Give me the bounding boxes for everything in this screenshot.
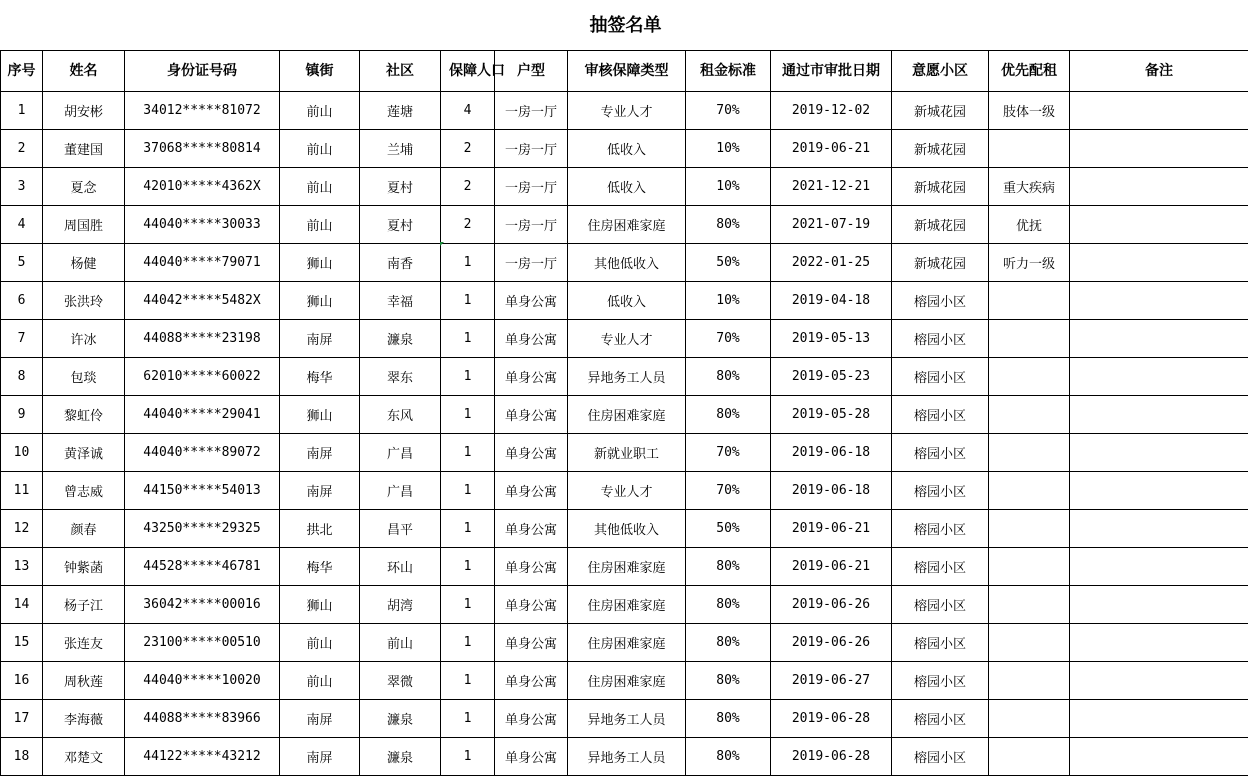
cell-preferred-estate[interactable]: 榕园小区 <box>892 320 989 358</box>
cell-town[interactable]: 梅华 <box>280 358 360 396</box>
cell-community[interactable]: 广昌 <box>360 434 441 472</box>
cell-preferred-estate[interactable]: 榕园小区 <box>892 282 989 320</box>
cell-id-number[interactable]: 44040*****79071 <box>125 244 280 282</box>
cell-town[interactable]: 狮山 <box>280 586 360 624</box>
cell-index[interactable]: 15 <box>1 624 43 662</box>
cell-id-number[interactable]: 36042*****00016 <box>125 586 280 624</box>
cell-id-number[interactable]: 44040*****29041 <box>125 396 280 434</box>
cell-remarks[interactable] <box>1070 586 1249 624</box>
cell-security-type[interactable]: 住房困难家庭 <box>568 586 686 624</box>
cell-community[interactable]: 翠微 <box>360 662 441 700</box>
cell-remarks[interactable] <box>1070 396 1249 434</box>
cell-community[interactable]: 兰埔 <box>360 130 441 168</box>
lottery-list-table <box>0 50 1249 776</box>
cell-preferred-estate[interactable]: 新城花园 <box>892 92 989 130</box>
cell-name[interactable]: 曾志威 <box>43 472 125 510</box>
cell-security-type[interactable]: 住房困难家庭 <box>568 548 686 586</box>
cell-comment-indicator <box>440 242 444 246</box>
table-row <box>1 92 1249 130</box>
cell-name[interactable]: 张连友 <box>43 624 125 662</box>
cell-unit-type[interactable]: 单身公寓 <box>495 586 568 624</box>
cell-remarks[interactable] <box>1070 548 1249 586</box>
cell-town[interactable]: 南屏 <box>280 700 360 738</box>
cell-community[interactable]: 夏村 <box>360 168 441 206</box>
cell-household-size[interactable]: 1 <box>441 320 495 358</box>
cell-priority[interactable] <box>989 472 1070 510</box>
cell-id-number[interactable]: 42010*****4362X <box>125 168 280 206</box>
cell-priority[interactable] <box>989 700 1070 738</box>
cell-security-type[interactable]: 异地务工人员 <box>568 358 686 396</box>
cell-security-type[interactable]: 异地务工人员 <box>568 700 686 738</box>
cell-rent-rate[interactable]: 80% <box>686 358 771 396</box>
cell-community[interactable]: 翠东 <box>360 358 441 396</box>
cell-preferred-estate[interactable]: 榕园小区 <box>892 738 989 776</box>
cell-unit-type[interactable]: 一房一厅 <box>495 130 568 168</box>
cell-preferred-estate[interactable]: 榕园小区 <box>892 624 989 662</box>
cell-household-size[interactable]: 1 <box>441 244 495 282</box>
cell-index[interactable]: 14 <box>1 586 43 624</box>
cell-name[interactable]: 董建国 <box>43 130 125 168</box>
cell-security-type[interactable]: 异地务工人员 <box>568 738 686 776</box>
cell-name[interactable]: 李海薇 <box>43 700 125 738</box>
cell-remarks[interactable] <box>1070 434 1249 472</box>
cell-priority[interactable] <box>989 662 1070 700</box>
cell-name[interactable]: 夏念 <box>43 168 125 206</box>
col-header-index[interactable]: 序号 <box>1 51 43 92</box>
cell-priority[interactable] <box>989 548 1070 586</box>
cell-town[interactable]: 狮山 <box>280 244 360 282</box>
cell-rent-rate[interactable]: 80% <box>686 586 771 624</box>
cell-unit-type[interactable]: 单身公寓 <box>495 472 568 510</box>
cell-approval-date[interactable]: 2022-01-25 <box>771 244 892 282</box>
cell-approval-date[interactable]: 2019-06-28 <box>771 700 892 738</box>
cell-remarks[interactable] <box>1070 358 1249 396</box>
cell-community[interactable]: 濂泉 <box>360 320 441 358</box>
cell-rent-rate[interactable]: 80% <box>686 738 771 776</box>
cell-id-number[interactable]: 44040*****89072 <box>125 434 280 472</box>
cell-name[interactable]: 杨子江 <box>43 586 125 624</box>
cell-approval-date[interactable]: 2019-06-18 <box>771 434 892 472</box>
cell-household-size[interactable]: 1 <box>441 586 495 624</box>
col-header-unit-type[interactable]: 户型 <box>495 51 568 92</box>
table-row <box>1 244 1249 282</box>
cell-community[interactable]: 濂泉 <box>360 738 441 776</box>
cell-household-size[interactable]: 1 <box>441 624 495 662</box>
col-header-preferred-estate[interactable]: 意愿小区 <box>892 51 989 92</box>
cell-rent-rate[interactable]: 10% <box>686 130 771 168</box>
cell-unit-type[interactable]: 单身公寓 <box>495 662 568 700</box>
cell-household-size[interactable]: 1 <box>441 472 495 510</box>
cell-town[interactable]: 狮山 <box>280 396 360 434</box>
cell-household-size[interactable]: 1 <box>441 396 495 434</box>
cell-priority[interactable] <box>989 130 1070 168</box>
cell-id-number[interactable]: 44088*****83966 <box>125 700 280 738</box>
cell-security-type[interactable]: 低收入 <box>568 130 686 168</box>
cell-rent-rate[interactable]: 80% <box>686 396 771 434</box>
cell-index[interactable]: 8 <box>1 358 43 396</box>
table-row <box>1 738 1249 776</box>
cell-unit-type[interactable]: 单身公寓 <box>495 320 568 358</box>
cell-priority[interactable] <box>989 738 1070 776</box>
cell-index[interactable]: 5 <box>1 244 43 282</box>
cell-preferred-estate[interactable]: 榕园小区 <box>892 358 989 396</box>
cell-unit-type[interactable]: 单身公寓 <box>495 738 568 776</box>
cell-remarks[interactable] <box>1070 738 1249 776</box>
cell-security-type[interactable]: 低收入 <box>568 168 686 206</box>
cell-rent-rate[interactable]: 70% <box>686 472 771 510</box>
cell-community[interactable]: 昌平 <box>360 510 441 548</box>
cell-unit-type[interactable]: 单身公寓 <box>495 396 568 434</box>
cell-name[interactable]: 张洪玲 <box>43 282 125 320</box>
cell-town[interactable]: 南屏 <box>280 320 360 358</box>
cell-security-type[interactable]: 专业人才 <box>568 320 686 358</box>
cell-index[interactable]: 16 <box>1 662 43 700</box>
cell-community[interactable]: 幸福 <box>360 282 441 320</box>
cell-rent-rate[interactable]: 50% <box>686 510 771 548</box>
cell-approval-date[interactable]: 2019-06-28 <box>771 738 892 776</box>
cell-community[interactable]: 南香 <box>360 244 441 282</box>
cell-rent-rate[interactable]: 80% <box>686 662 771 700</box>
cell-town[interactable]: 前山 <box>280 92 360 130</box>
cell-preferred-estate[interactable]: 榕园小区 <box>892 396 989 434</box>
table-row <box>1 396 1249 434</box>
cell-remarks[interactable] <box>1070 92 1249 130</box>
cell-id-number[interactable]: 44528*****46781 <box>125 548 280 586</box>
cell-unit-type[interactable]: 一房一厅 <box>495 206 568 244</box>
cell-name[interactable]: 邓楚文 <box>43 738 125 776</box>
cell-index[interactable]: 13 <box>1 548 43 586</box>
cell-name[interactable]: 包琰 <box>43 358 125 396</box>
header-row <box>1 51 1249 92</box>
cell-preferred-estate[interactable]: 榕园小区 <box>892 510 989 548</box>
cell-index[interactable]: 7 <box>1 320 43 358</box>
cell-community[interactable]: 胡湾 <box>360 586 441 624</box>
cell-preferred-estate[interactable]: 榕园小区 <box>892 472 989 510</box>
cell-priority[interactable]: 肢体一级 <box>989 92 1070 130</box>
cell-priority[interactable] <box>989 434 1070 472</box>
cell-id-number[interactable]: 44040*****30033 <box>125 206 280 244</box>
cell-approval-date[interactable]: 2019-06-21 <box>771 130 892 168</box>
cell-approval-date[interactable]: 2019-12-02 <box>771 92 892 130</box>
cell-unit-type[interactable]: 单身公寓 <box>495 548 568 586</box>
cell-household-size[interactable]: 2 <box>441 130 495 168</box>
cell-index[interactable]: 9 <box>1 396 43 434</box>
cell-unit-type[interactable]: 一房一厅 <box>495 92 568 130</box>
table-row <box>1 662 1249 700</box>
col-header-priority[interactable]: 优先配租 <box>989 51 1070 92</box>
cell-id-number[interactable]: 44122*****43212 <box>125 738 280 776</box>
cell-remarks[interactable] <box>1070 472 1249 510</box>
cell-rent-rate[interactable]: 80% <box>686 206 771 244</box>
cell-name[interactable]: 黎虹伶 <box>43 396 125 434</box>
table-row <box>1 282 1249 320</box>
cell-rent-rate[interactable]: 80% <box>686 548 771 586</box>
cell-rent-rate[interactable]: 70% <box>686 92 771 130</box>
cell-index[interactable]: 11 <box>1 472 43 510</box>
cell-preferred-estate[interactable]: 新城花园 <box>892 206 989 244</box>
cell-id-number[interactable]: 37068*****80814 <box>125 130 280 168</box>
table-row <box>1 130 1249 168</box>
cell-town[interactable]: 前山 <box>280 206 360 244</box>
table-row <box>1 206 1249 244</box>
cell-approval-date[interactable]: 2019-05-23 <box>771 358 892 396</box>
cell-community[interactable]: 夏村 <box>360 206 441 244</box>
cell-approval-date[interactable]: 2019-05-28 <box>771 396 892 434</box>
cell-name[interactable]: 钟紫菡 <box>43 548 125 586</box>
cell-remarks[interactable] <box>1070 320 1249 358</box>
cell-household-size[interactable]: 1 <box>441 282 495 320</box>
col-header-security-type[interactable]: 审核保障类型 <box>568 51 686 92</box>
cell-remarks[interactable] <box>1070 206 1249 244</box>
cell-remarks[interactable] <box>1070 244 1249 282</box>
cell-name[interactable]: 许冰 <box>43 320 125 358</box>
col-header-remarks[interactable]: 备注 <box>1070 51 1249 92</box>
cell-priority[interactable]: 优抚 <box>989 206 1070 244</box>
table-row <box>1 586 1249 624</box>
cell-name[interactable]: 黄泽诚 <box>43 434 125 472</box>
cell-preferred-estate[interactable]: 新城花园 <box>892 168 989 206</box>
cell-approval-date[interactable]: 2019-06-21 <box>771 510 892 548</box>
cell-approval-date[interactable]: 2019-06-21 <box>771 548 892 586</box>
cell-priority[interactable] <box>989 624 1070 662</box>
cell-household-size[interactable]: 1 <box>441 548 495 586</box>
cell-preferred-estate[interactable]: 榕园小区 <box>892 662 989 700</box>
cell-index[interactable]: 2 <box>1 130 43 168</box>
cell-household-size[interactable]: 1 <box>441 510 495 548</box>
cell-approval-date[interactable]: 2019-06-27 <box>771 662 892 700</box>
cell-priority[interactable]: 听力一级 <box>989 244 1070 282</box>
cell-household-size[interactable]: 4 <box>441 92 495 130</box>
cell-rent-rate[interactable]: 10% <box>686 168 771 206</box>
cell-index[interactable]: 10 <box>1 434 43 472</box>
cell-household-size[interactable]: 1 <box>441 700 495 738</box>
cell-town[interactable]: 前山 <box>280 624 360 662</box>
cell-name[interactable]: 杨健 <box>43 244 125 282</box>
cell-rent-rate[interactable]: 80% <box>686 700 771 738</box>
cell-community[interactable]: 东风 <box>360 396 441 434</box>
cell-unit-type[interactable]: 单身公寓 <box>495 510 568 548</box>
cell-name[interactable]: 周国胜 <box>43 206 125 244</box>
cell-index[interactable]: 4 <box>1 206 43 244</box>
cell-priority[interactable] <box>989 282 1070 320</box>
cell-name[interactable]: 胡安彬 <box>43 92 125 130</box>
cell-town[interactable]: 前山 <box>280 130 360 168</box>
col-header-household-size[interactable]: 保障人口 <box>441 51 495 92</box>
cell-remarks[interactable] <box>1070 168 1249 206</box>
cell-household-size[interactable]: 1 <box>441 662 495 700</box>
col-header-approval-date[interactable]: 通过市审批日期 <box>771 51 892 92</box>
cell-rent-rate[interactable]: 10% <box>686 282 771 320</box>
cell-town[interactable]: 梅华 <box>280 548 360 586</box>
table-row <box>1 434 1249 472</box>
cell-security-type[interactable]: 其他低收入 <box>568 510 686 548</box>
cell-approval-date[interactable]: 2021-07-19 <box>771 206 892 244</box>
table-body <box>1 92 1249 776</box>
cell-security-type[interactable]: 专业人才 <box>568 92 686 130</box>
table-row <box>1 700 1249 738</box>
cell-preferred-estate[interactable]: 新城花园 <box>892 130 989 168</box>
cell-community[interactable]: 广昌 <box>360 472 441 510</box>
cell-security-type[interactable]: 低收入 <box>568 282 686 320</box>
cell-id-number[interactable]: 23100*****00510 <box>125 624 280 662</box>
cell-priority[interactable]: 重大疾病 <box>989 168 1070 206</box>
cell-preferred-estate[interactable]: 榕园小区 <box>892 434 989 472</box>
cell-household-size[interactable]: 1 <box>441 434 495 472</box>
cell-index[interactable]: 18 <box>1 738 43 776</box>
cell-approval-date[interactable]: 2019-04-18 <box>771 282 892 320</box>
cell-priority[interactable] <box>989 358 1070 396</box>
col-header-rent-rate[interactable]: 租金标准 <box>686 51 771 92</box>
table-row <box>1 548 1249 586</box>
cell-remarks[interactable] <box>1070 130 1249 168</box>
cell-unit-type[interactable]: 一房一厅 <box>495 244 568 282</box>
cell-town[interactable]: 南屏 <box>280 738 360 776</box>
table-row <box>1 320 1249 358</box>
cell-approval-date[interactable]: 2019-06-18 <box>771 472 892 510</box>
cell-name[interactable]: 颜春 <box>43 510 125 548</box>
cell-security-type[interactable]: 住房困难家庭 <box>568 624 686 662</box>
cell-preferred-estate[interactable]: 新城花园 <box>892 244 989 282</box>
cell-household-size[interactable]: 2 <box>441 206 495 244</box>
cell-preferred-estate[interactable]: 榕园小区 <box>892 548 989 586</box>
cell-unit-type[interactable]: 单身公寓 <box>495 358 568 396</box>
cell-rent-rate[interactable]: 80% <box>686 624 771 662</box>
cell-security-type[interactable]: 其他低收入 <box>568 244 686 282</box>
cell-remarks[interactable] <box>1070 282 1249 320</box>
table-row <box>1 168 1249 206</box>
cell-index[interactable]: 3 <box>1 168 43 206</box>
col-header-community[interactable]: 社区 <box>360 51 441 92</box>
cell-id-number[interactable]: 44150*****54013 <box>125 472 280 510</box>
cell-rent-rate[interactable]: 70% <box>686 320 771 358</box>
cell-approval-date[interactable]: 2019-06-26 <box>771 586 892 624</box>
cell-id-number[interactable]: 62010*****60022 <box>125 358 280 396</box>
cell-remarks[interactable] <box>1070 662 1249 700</box>
cell-preferred-estate[interactable]: 榕园小区 <box>892 700 989 738</box>
cell-security-type[interactable]: 专业人才 <box>568 472 686 510</box>
cell-priority[interactable] <box>989 320 1070 358</box>
sheet-title: 抽签名单 <box>589 15 662 36</box>
table-row <box>1 472 1249 510</box>
table-row <box>1 624 1249 662</box>
cell-preferred-estate[interactable]: 榕园小区 <box>892 586 989 624</box>
cell-town[interactable]: 南屏 <box>280 434 360 472</box>
cell-community[interactable]: 莲塘 <box>360 92 441 130</box>
table-row <box>1 358 1249 396</box>
cell-town[interactable]: 前山 <box>280 168 360 206</box>
cell-community[interactable]: 环山 <box>360 548 441 586</box>
cell-id-number[interactable]: 43250*****29325 <box>125 510 280 548</box>
cell-remarks[interactable] <box>1070 700 1249 738</box>
cell-approval-date[interactable]: 2019-05-13 <box>771 320 892 358</box>
cell-rent-rate[interactable]: 70% <box>686 434 771 472</box>
cell-community[interactable]: 濂泉 <box>360 700 441 738</box>
cell-index[interactable]: 17 <box>1 700 43 738</box>
cell-id-number[interactable]: 44040*****10020 <box>125 662 280 700</box>
cell-priority[interactable] <box>989 510 1070 548</box>
cell-household-size[interactable]: 1 <box>441 738 495 776</box>
cell-unit-type[interactable]: 一房一厅 <box>495 168 568 206</box>
cell-index[interactable]: 6 <box>1 282 43 320</box>
cell-unit-type[interactable]: 单身公寓 <box>495 624 568 662</box>
cell-household-size[interactable]: 2 <box>441 168 495 206</box>
col-header-town[interactable]: 镇街 <box>280 51 360 92</box>
cell-id-number[interactable]: 34012*****81072 <box>125 92 280 130</box>
cell-town[interactable]: 拱北 <box>280 510 360 548</box>
cell-unit-type[interactable]: 单身公寓 <box>495 434 568 472</box>
cell-index[interactable]: 1 <box>1 92 43 130</box>
col-header-id-number[interactable]: 身份证号码 <box>125 51 280 92</box>
cell-town[interactable]: 南屏 <box>280 472 360 510</box>
cell-priority[interactable] <box>989 586 1070 624</box>
cell-security-type[interactable]: 新就业职工 <box>568 434 686 472</box>
cell-security-type[interactable]: 住房困难家庭 <box>568 662 686 700</box>
cell-town[interactable]: 狮山 <box>280 282 360 320</box>
cell-name[interactable]: 周秋莲 <box>43 662 125 700</box>
cell-security-type[interactable]: 住房困难家庭 <box>568 396 686 434</box>
cell-approval-date[interactable]: 2019-06-26 <box>771 624 892 662</box>
cell-remarks[interactable] <box>1070 510 1249 548</box>
table-row <box>1 510 1249 548</box>
cell-security-type[interactable]: 住房困难家庭 <box>568 206 686 244</box>
cell-id-number[interactable]: 44088*****23198 <box>125 320 280 358</box>
cell-priority[interactable] <box>989 396 1070 434</box>
cell-community[interactable]: 前山 <box>360 624 441 662</box>
cell-id-number[interactable]: 44042*****5482X <box>125 282 280 320</box>
cell-rent-rate[interactable]: 50% <box>686 244 771 282</box>
cell-household-size[interactable]: 1 <box>441 358 495 396</box>
cell-index[interactable]: 12 <box>1 510 43 548</box>
cell-remarks[interactable] <box>1070 624 1249 662</box>
cell-unit-type[interactable]: 单身公寓 <box>495 700 568 738</box>
cell-unit-type[interactable]: 单身公寓 <box>495 282 568 320</box>
cell-town[interactable]: 前山 <box>280 662 360 700</box>
col-header-name[interactable]: 姓名 <box>43 51 125 92</box>
cell-approval-date[interactable]: 2021-12-21 <box>771 168 892 206</box>
